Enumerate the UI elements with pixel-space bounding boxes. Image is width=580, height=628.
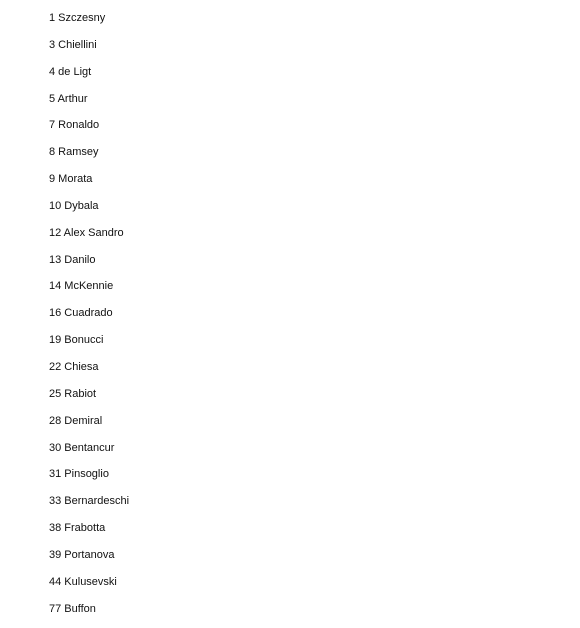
list-item: 14 McKennie xyxy=(49,280,114,293)
list-item: 39 Portanova xyxy=(49,548,115,561)
list-item: 13 Danilo xyxy=(49,253,96,266)
list-item: 9 Morata xyxy=(49,173,93,186)
list-item: 22 Chiesa xyxy=(49,360,99,373)
list-item: 38 Frabotta xyxy=(49,522,106,535)
player-list xyxy=(49,11,129,628)
list-item: 30 Bentancur xyxy=(49,441,115,454)
list-item: 8 Ramsey xyxy=(49,146,99,159)
list-item: 25 Rabiot xyxy=(49,387,97,400)
list-item: 33 Bernardeschi xyxy=(49,495,130,508)
list-item: 16 Cuadrado xyxy=(49,307,113,320)
list-item: 44 Kulusevski xyxy=(49,575,117,588)
list-item: 10 Dybala xyxy=(49,199,99,212)
list-item: 7 Ronaldo xyxy=(49,119,100,132)
list-item: 31 Pinsoglio xyxy=(49,468,109,481)
list-item: 19 Bonucci xyxy=(49,334,104,347)
list-item: 3 Chiellini xyxy=(49,38,97,51)
list-item: 12 Alex Sandro xyxy=(49,226,124,239)
list-item: 77 Buffon xyxy=(49,602,96,615)
list-item: 5 Arthur xyxy=(49,92,88,105)
list-item: 4 de Ligt xyxy=(49,65,92,78)
list-item: 1 Szczesny xyxy=(49,12,106,24)
list-item: 28 Demiral xyxy=(49,414,103,427)
